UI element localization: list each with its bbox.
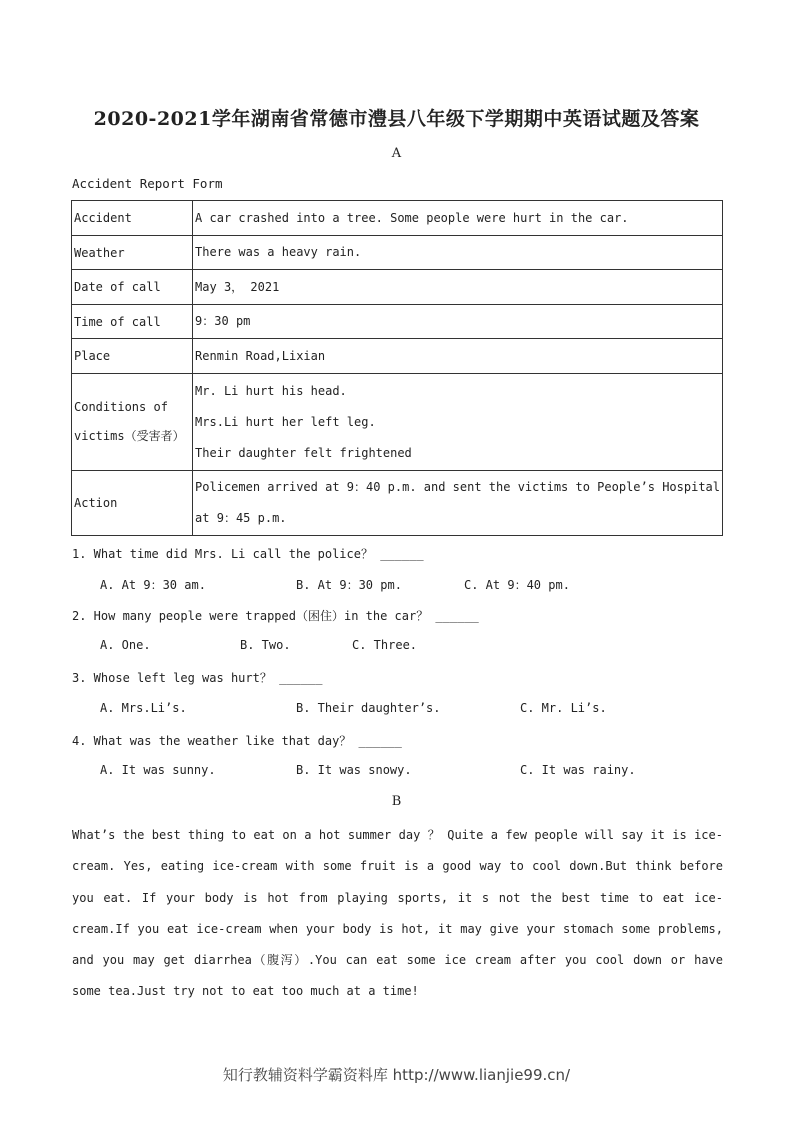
option-1c: C. At 9：40 pm. xyxy=(464,578,570,592)
table-row xyxy=(72,270,723,305)
table-key: Action xyxy=(72,471,193,536)
table-value: 9：30 pm xyxy=(193,305,723,339)
question-2: 2. How many people were trapped（困住）in the car？ ______ xyxy=(72,609,479,623)
option-3a: A. Mrs.Li’s. xyxy=(100,701,187,715)
option-2b: B. Two. xyxy=(240,638,291,652)
option-1b: B. At 9：30 pm. xyxy=(296,578,402,592)
table-row xyxy=(72,201,723,236)
question-3: 3. Whose left leg was hurt？ ______ xyxy=(72,671,323,685)
table-row xyxy=(72,236,723,270)
table-value: Policemen arrived at 9：40 p.m. and sent the victims to People’s Hospital at 9：45 p.m. xyxy=(193,471,723,536)
table-row xyxy=(72,374,723,471)
section-a-heading: A xyxy=(391,146,402,161)
option-2c: C. Three. xyxy=(352,638,418,652)
table-key: Conditions of victims（受害者） xyxy=(72,374,193,471)
passage-b: What’s the best thing to eat on a hot summer day ？ Quite a few people will say it is ice-cream. Yes, eating ice-cream with some fruit is a good way to cool down.But think before you eat. If your body is hot from playing sports, it s not the best time to eat ice-cream.If you eat ice-cream when your body is hot, it may give your stomach some problems, and you may get diarrhea（腹泻）.You can eat some ice cream after you cool down or have some tea.Just try not to eat too much at a time! xyxy=(72,828,723,999)
option-2a: A. One. xyxy=(100,638,151,652)
option-3b: B. Their daughter’s. xyxy=(296,701,441,715)
table-row xyxy=(72,339,723,374)
table-row xyxy=(72,471,723,536)
table-key: Weather xyxy=(72,236,193,270)
option-4b: B. It was snowy. xyxy=(296,763,412,777)
option-3c: C. Mr. Li’s. xyxy=(520,701,607,715)
table-value: May 3， 2021 xyxy=(193,270,723,305)
option-4c: C. It was rainy. xyxy=(520,763,636,777)
document-title: 2020-2021学年湖南省常德市澧县八年级下学期期中英语试题及答案 xyxy=(93,108,700,130)
table-key: Accident xyxy=(72,201,193,236)
form-title: Accident Report Form xyxy=(72,176,223,191)
question-1: 1. What time did Mrs. Li call the police？ ______ xyxy=(72,547,424,561)
accident-report-table xyxy=(71,200,723,536)
table-value: A car crashed into a tree. Some people were hurt in the car. xyxy=(193,201,723,236)
question-4: 4. What was the weather like that day？ ______ xyxy=(72,734,402,748)
table-key: Time of call xyxy=(72,305,193,339)
table-value: Mr. Li hurt his head. Mrs.Li hurt her left leg. Their daughter felt frightened xyxy=(193,374,723,471)
option-4a: A. It was sunny. xyxy=(100,763,216,777)
footer-watermark: 知行教辅资料学霸资料库 http://www.lianjie99.cn/ xyxy=(222,1066,571,1084)
option-1a: A. At 9：30 am. xyxy=(100,578,206,592)
table-key: Date of call xyxy=(72,270,193,305)
table-key: Place xyxy=(72,339,193,374)
table-value: There was a heavy rain. xyxy=(193,236,723,270)
section-b-heading: B xyxy=(391,794,402,809)
table-row xyxy=(72,305,723,339)
table-value: Renmin Road,Lixian xyxy=(193,339,723,374)
